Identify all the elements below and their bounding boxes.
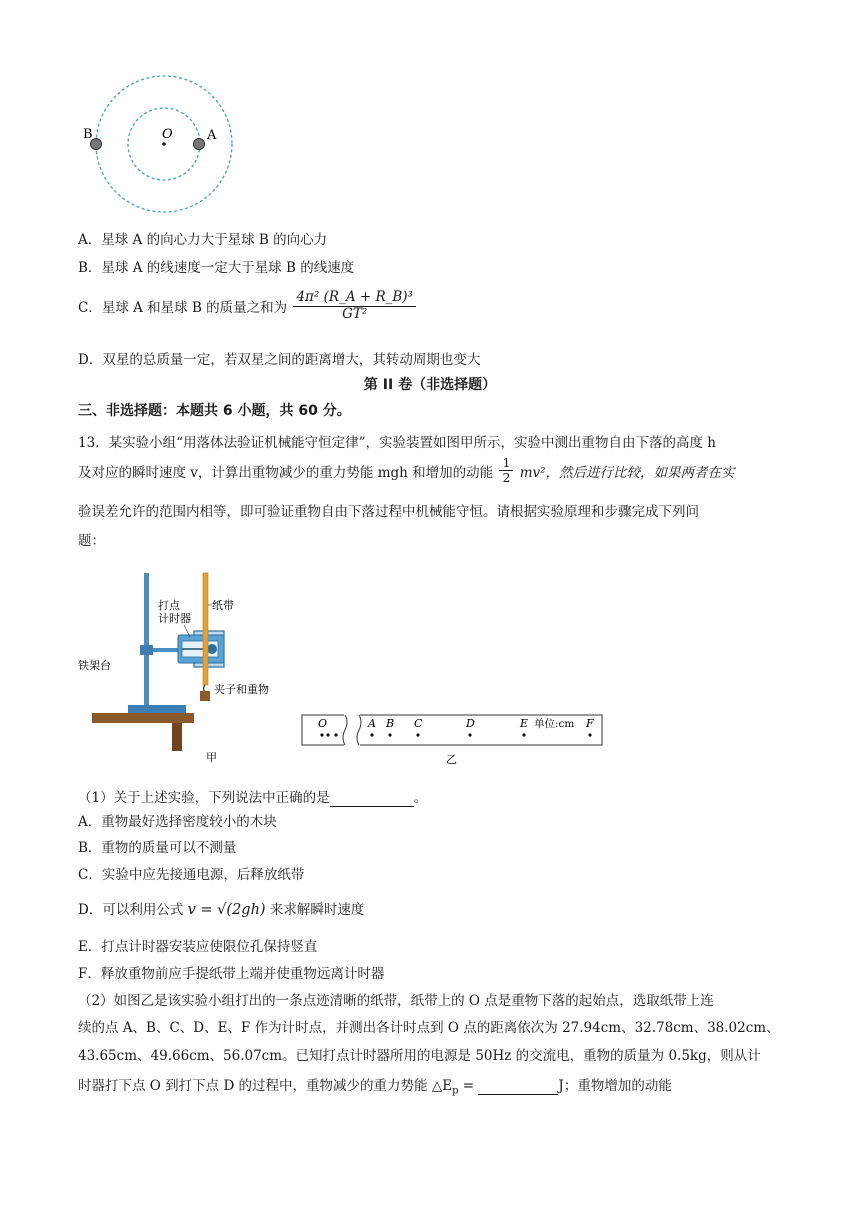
dot-c — [416, 733, 419, 736]
label-b: B — [83, 127, 93, 142]
double-star-figure — [78, 40, 248, 220]
point-label-a: A — [368, 717, 376, 730]
section-title: 第 II 卷（非选择题） — [363, 377, 497, 393]
dot-b — [388, 733, 391, 736]
sub2-line4 — [78, 1074, 672, 1097]
dot-o-1 — [320, 733, 323, 736]
stand-rod — [144, 573, 149, 705]
half-fraction — [499, 456, 513, 486]
caption-jia: 甲 — [206, 751, 217, 764]
sub2-line3: 43.65cm、49.66cm、56.07cm。已知打点计时器所用的电源是 50Hz 的交流电，重物的质量为 0.5kg，则从计 — [78, 1048, 761, 1064]
sub2-line2: 续的点 A、B、C、D、E、F 作为计时点，并测出各计时点到 O 点的距离依次为 27.94cm、32.78cm、38.02cm、 — [78, 1020, 780, 1036]
weight — [200, 691, 210, 701]
point-label-f: F — [586, 717, 594, 730]
dot-a — [370, 733, 373, 736]
sub1-option-d-formula: v = √(2gh) — [187, 902, 266, 918]
point-label-c: C — [414, 717, 423, 730]
half-denominator: 2 — [502, 470, 511, 486]
q13-intro-line3: 验误差允许的范围内相等，即可验证重物自由下落过程中机械能守恒。请根据实验原理和步骤完成下列问 — [78, 504, 699, 520]
point-label-o: O — [318, 717, 328, 730]
weight-label: 夹子和重物 — [214, 683, 269, 696]
unit-label: 单位:cm — [534, 718, 575, 730]
label-o: O — [162, 127, 173, 142]
sub1-stem-end: 。 — [413, 790, 428, 806]
q13-intro-line2a: 及对应的瞬时速度 v，计算出重物减少的重力势能 mgh 和增加的动能 — [78, 464, 494, 481]
sub2-line4a: 时器打下点 O 到打下点 D 的过程中，重物减少的重力势能 △E — [78, 1078, 453, 1094]
q13-intro-line2b: mv²，然后进行比较，如果两者在实 — [519, 464, 735, 481]
caption-yi: 乙 — [446, 753, 457, 766]
timer-label-2: 计时器 — [158, 612, 191, 625]
q12-option-b: B．星球 A 的线速度一定大于星球 B 的线速度 — [78, 260, 355, 276]
formula-numerator: 4π² (R_A + R_B)³ — [293, 290, 416, 307]
sub2-line4b: J；重物增加的动能 — [558, 1078, 672, 1094]
timer-coil — [207, 644, 217, 654]
dot-d — [468, 733, 471, 736]
stand-clamp — [140, 645, 153, 655]
apparatus-figure — [78, 565, 298, 770]
sub2-subscript-p: p — [452, 1085, 459, 1097]
table-top — [92, 713, 194, 723]
table-leg — [172, 723, 182, 751]
q12-option-c-formula — [293, 290, 416, 322]
sub1-option-a: A．重物最好选择密度较小的木块 — [78, 814, 277, 830]
dot-e — [522, 733, 525, 736]
center-dot — [162, 142, 166, 146]
tape-label: 纸带 — [212, 599, 234, 612]
q13-intro-line2 — [78, 456, 735, 486]
q12-option-c — [78, 290, 418, 322]
point-label-e: E — [520, 717, 529, 730]
part-heading: 三、非选择题：本题共 6 小题，共 60 分。 — [78, 403, 351, 419]
q12-option-c-text: C．星球 A 和星球 B 的质量之和为 — [78, 300, 288, 317]
sub1-stem — [78, 786, 427, 807]
sub1-option-d-suffix: 来求解瞬时速度 — [269, 902, 365, 918]
q12-option-d: D．双星的总质量一定，若双星之间的距离增大，其转动周期也变大 — [78, 352, 481, 368]
q13-intro-line4: 题： — [78, 533, 105, 549]
sub1-option-f: F．释放重物前应手提纸带上端并使重物远离计时器 — [78, 966, 385, 982]
sub1-option-c: C．实验中应先接通电源，后释放纸带 — [78, 867, 305, 883]
dot-o-2 — [326, 733, 329, 736]
sub1-option-d — [78, 898, 364, 918]
formula-denominator: GT² — [342, 305, 368, 322]
dot-o-3 — [334, 733, 337, 736]
sub1-option-e: E．打点计时器安装应使限位孔保持竖直 — [78, 939, 318, 955]
dot-f — [588, 733, 591, 736]
q12-option-a: A．星球 A 的向心力大于星球 B 的向心力 — [78, 232, 328, 248]
paper-tape — [203, 573, 208, 685]
sub2-equals: = — [458, 1078, 479, 1094]
sub1-option-b: B．重物的质量可以不测量 — [78, 840, 237, 856]
answer-blank-2[interactable] — [478, 1078, 558, 1095]
sub1-stem-text: （1）关于上述实验，下列说法中正确的是 — [78, 790, 330, 806]
timer-label-1: 打点 — [158, 599, 180, 612]
answer-blank-1[interactable] — [330, 790, 414, 807]
q13-intro-line1: 13．某实验小组“用落体法验证机械能守恒定律”，实验装置如图甲所示，实验中测出重物自由下落的高度 h — [78, 435, 716, 451]
stand-label: 铁架台 — [78, 659, 111, 672]
half-numerator: 1 — [499, 456, 513, 471]
sub1-option-d-prefix: D．可以利用公式 — [78, 902, 184, 918]
point-label-b: B — [386, 717, 395, 730]
tape-figure — [298, 705, 618, 771]
stand-base — [128, 705, 186, 713]
point-label-d: D — [466, 717, 475, 730]
label-a: A — [207, 128, 217, 143]
sub2-line1: （2）如图乙是该实验小组打出的一条点迹清晰的纸带，纸带上的 O 点是重物下落的起始点，选取纸带上连 — [78, 993, 714, 1009]
star-a — [194, 139, 205, 150]
